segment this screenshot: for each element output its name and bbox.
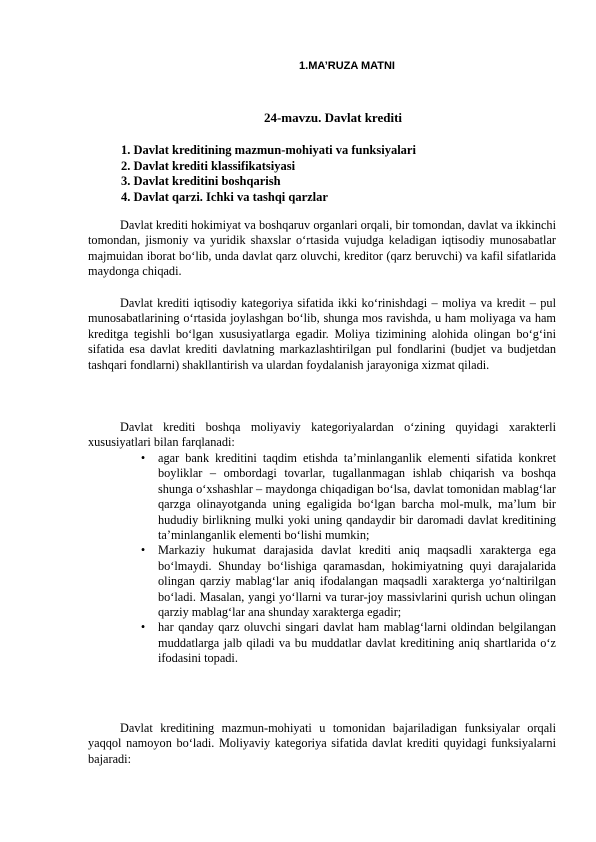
list-item-text: Markaziy hukumat darajasida davlat krediti aniq maqsadli xarakterga ega bo‘lmaydi. Shunday bo‘lishiga qaramasdan, hokimiyatning quyi darajalarida olingan qarziy mablag‘lar aniq ifodalangan maqsadli xarakterga yo‘naltirilgan bo‘ladi. Masalan, yangi yo‘llarni va turar-joy massivlarini qurish uchun olingan qarziy mablag‘lar ana shunday xarakterga egadir; bbox=[158, 543, 556, 620]
list-item-text: agar bank kreditini taqdim etishda ta’minlanganlik elementi sifatida konkret boyliklar – ombordagi tovarlar, tugallanmagan ishlab chiqarish va boshqa shunga o‘xshashlar – maydonga chiqadigan bo‘lsa, davlat tomonidan mablag‘lar qarzga olinayotganda uning egaligida bo‘lgan barcha mol-mulk, ma’lum bir hududiy birlikning mulki yoki uning qandaydir bir daromadi davlat kreditining ta’minlanganlik elementi bo‘lishi mumkin; bbox=[158, 451, 556, 543]
outline-item: 4. Davlat qarzi. Ichki va tashqi qarzlar bbox=[121, 189, 328, 204]
topic-title: 24-mavzu. Davlat krediti bbox=[263, 110, 403, 125]
lecture-header: 1.MA’RUZA MATNI bbox=[299, 60, 395, 72]
bullet-icon: • bbox=[140, 543, 146, 558]
paragraph-functions-intro: Davlat kreditining mazmun-mohiyati u tomonidan bajariladigan funksiyalar orqali yaqqol namoyon bo‘ladi. Moliyaviy kategoriya sifatida davlat krediti quyidagi funksiyalarni bajaradi: bbox=[88, 721, 556, 766]
list-item bbox=[140, 620, 556, 666]
topic-outline bbox=[121, 143, 416, 205]
paragraph-features-intro: Davlat krediti boshqa moliyaviy kategoriyalardan o‘zining quyidagi xarakterli xususiyatlari bilan farqlanadi: bbox=[88, 420, 556, 450]
outline-item: 2. Davlat krediti klassifikatsiyasi bbox=[121, 158, 296, 173]
paragraph-definition: Davlat krediti hokimiyat va boshqaruv organlari orqali, bir tomondan, davlat va ikkinchi tomondan, jismoniy va yuridik shaxslar o‘rtasida vujudga keladigan iqtisodiy munosabatlar majmuidan iborat bo‘lib, unda davlat qarz oluvchi, kreditor (qarz beruvchi) va kafil sifatlarida maydonga chiqadi. bbox=[88, 218, 556, 279]
bullet-icon: • bbox=[140, 620, 146, 635]
list-item-text: har qanday qarz oluvchi singari davlat ham mablag‘larni oldindan belgilangan muddatlarga jalb qiladi va bu muddatlar davlat kreditining aniq shartlarida o‘z ifodasini topadi. bbox=[158, 620, 556, 666]
features-list bbox=[140, 451, 556, 667]
list-item bbox=[140, 543, 556, 620]
outline-item: 1. Davlat kreditining mazmun-mohiyati va funksiyalari bbox=[121, 143, 416, 157]
list-item bbox=[140, 451, 556, 543]
paragraph-category: Davlat krediti iqtisodiy kategoriya sifatida ikki ko‘rinishdagi – moliya va kredit – pul munosabatlarining o‘rtasida joylashgan bo‘lib, shunga mos ravishda, u ham moliyaga va ham kreditga tegishli bo‘lgan xususiyatlarga egadir. Moliya tizimining alohida olingan bo‘g‘ini sifatida esa davlat krediti davlatning markazlashtirilgan pul fondlarini (budjet va budjetdan tashqari fondlarni) shakllantirish va ulardan foydalanish jarayoniga xizmat qiladi. bbox=[88, 296, 556, 372]
outline-item: 3. Davlat kreditini boshqarish bbox=[121, 174, 281, 188]
bullet-icon: • bbox=[140, 451, 146, 465]
